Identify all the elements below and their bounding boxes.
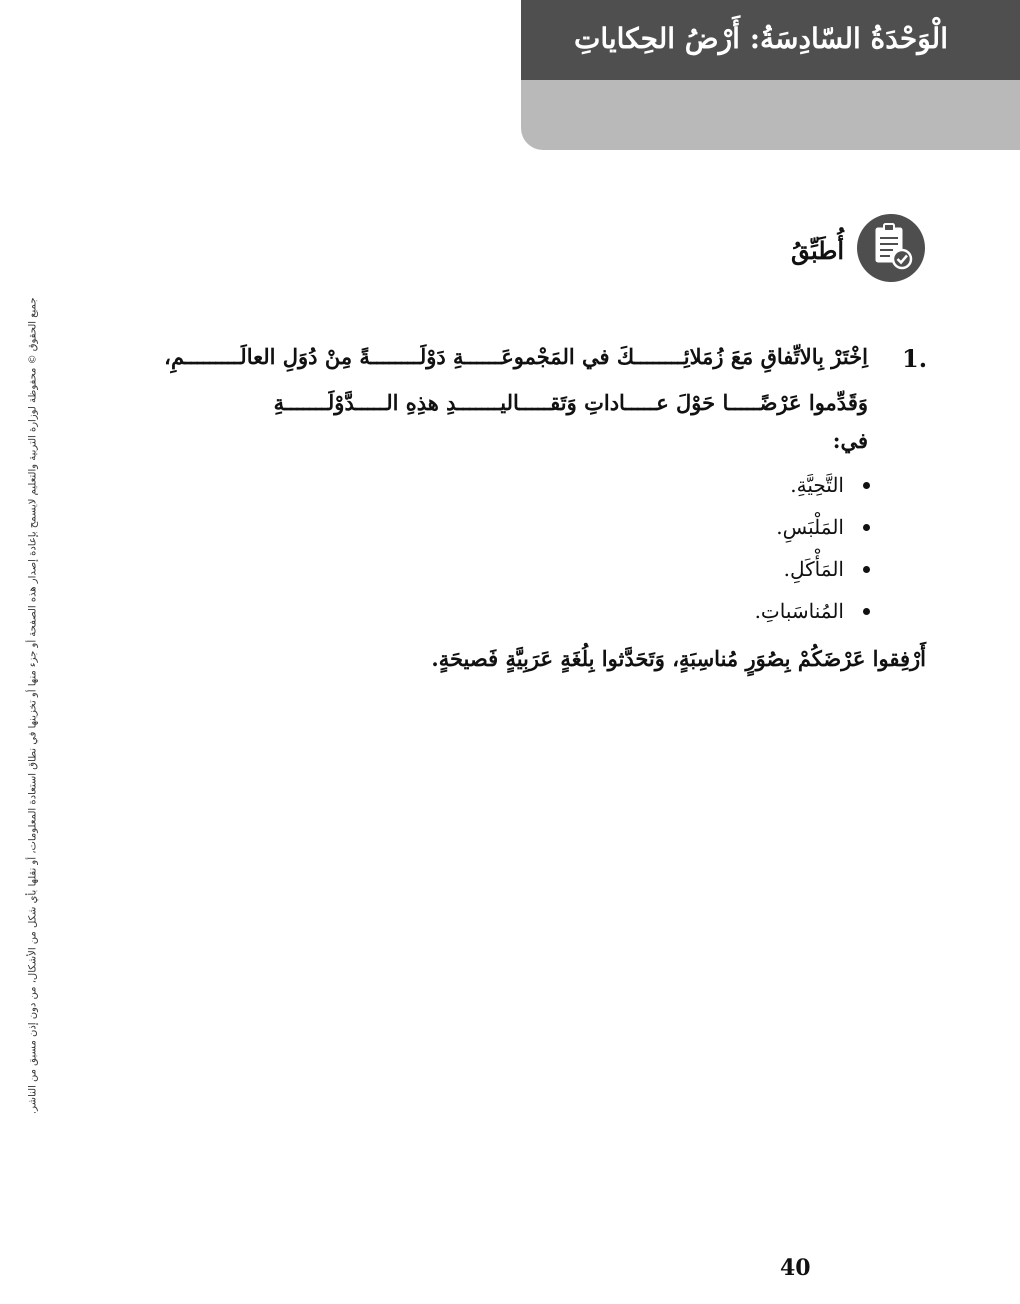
checklist-icon [857, 214, 925, 282]
bullet-icon [863, 608, 870, 615]
list-item [755, 512, 874, 554]
list-item-label: المَأْكَلِ. [783, 557, 844, 581]
list-item-label: التَّحِيَّةِ. [790, 473, 844, 497]
unit-title: الْوَحْدَةُ السّادِسَةُ: أَرْضُ الحِكاياتِ [573, 22, 948, 55]
lesson-banner [521, 80, 1020, 206]
bullet-icon [863, 566, 870, 573]
bullet-icon [863, 524, 870, 531]
bullet-icon [863, 482, 870, 489]
section-title: أُطَبِّقُ [790, 236, 844, 265]
question-text-line: في: [832, 428, 868, 453]
list-item [755, 554, 874, 596]
unit-banner [521, 0, 1020, 80]
question-text-line: اِخْتَرْ بِالاتِّفاقِ مَعَ زُمَلائِــــــــكَ في المَجْموعَــــــةِ دَوْلَــــــــةً مِنْ دُوَلِ العالَـــــــــمِ، [164, 344, 868, 369]
page-number: 40 [780, 1255, 811, 1281]
list-item [755, 470, 874, 512]
question-number: 1. [902, 344, 928, 373]
lesson-title: التَّرْبِيَةُ الوَطَنِيَّةُ: عاداتُ الشُّعوبِ [604, 176, 942, 206]
bullet-list [755, 470, 874, 638]
page-header [521, 0, 1020, 206]
list-item [755, 596, 874, 638]
question-text-line: وَقَدِّموا عَرْضًـــــا حَوْلَ عـــــاداتِ وَتَقـــــاليـــــــدِ هذِهِ الـــــدَّوْلَـــــــةِ [273, 390, 868, 415]
closing-instruction: أَرْفِقوا عَرْضَكُمْ بِصُوَرٍ مُناسِبَةٍ، وَتَحَدَّثوا بِلُغَةٍ عَرَبِيَّةٍ فَصيحَةٍ. [431, 646, 926, 671]
copyright-notice: جميع الحقوق © محفوظة لوزارة التربية والتعليم لايسمح بإعادة إصدار هذه الصفحة أو جزء منها أو تخزينها في نطاق استعادة المعلومات، أو نقلها بأي شكل من الأشكال، من دون إذن مسبق من الناشر. [27, 297, 39, 1115]
list-item-label: المُناسَباتِ. [754, 599, 844, 623]
list-item-label: المَلْبَسِ. [776, 515, 844, 539]
